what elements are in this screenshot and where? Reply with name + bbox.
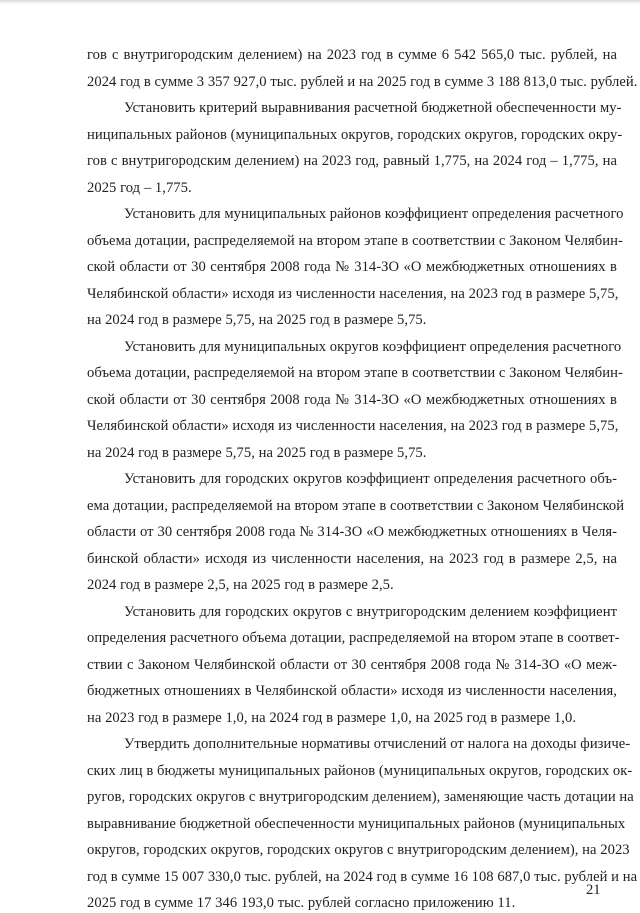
paragraph-line: области от 30 сентября 2008 года № 314-ЗО «О межбюджетных отношениях в Челя- bbox=[87, 524, 617, 540]
paragraph-first-line: Установить для городских округов с внутригородским делением коэффициент bbox=[124, 603, 617, 620]
paragraph-first-line: Установить для городских округов коэффициент определения расчетного объ- bbox=[124, 471, 617, 487]
paragraph-line: гов с внутригородским делением) на 2023 год, равный 1,775, на 2024 год – 1,775, на bbox=[87, 153, 617, 169]
paragraph-line: гов с внутригородским делением) на 2023 год в сумме 6 542 565,0 тыс. рублей, на bbox=[87, 47, 617, 63]
paragraph-first-line: Установить для муниципальных районов коэффициент определения расчетного bbox=[124, 206, 624, 222]
paragraph-line: ской области от 30 сентября 2008 года № 314-ЗО «О межбюджетных отношениях в bbox=[87, 259, 617, 275]
paragraph-line: Челябинской области» исходя из численности населения, на 2023 год в размере 5,75, bbox=[87, 418, 619, 434]
paragraph-line: 2025 год в сумме 17 346 193,0 тыс. рублей согласно приложению 11. bbox=[87, 895, 516, 911]
paragraph-line: 2025 год – 1,775. bbox=[87, 179, 192, 196]
page-number: 21 bbox=[586, 882, 601, 898]
paragraph-line: ема дотации, распределяемой на втором этапе в соответствии с Законом Челябинской bbox=[87, 497, 625, 514]
paragraph-line: Челябинской области» исходя из численности населения, на 2023 год в размере 5,75, bbox=[87, 285, 619, 302]
paragraph-line: округов, городских округов, городских округов с внутригородским делением), на 2023 bbox=[87, 842, 630, 858]
paragraph-line: объема дотации, распределяемой на втором этапе в соответствии с Законом Челябин- bbox=[87, 232, 623, 249]
paragraph-line: на 2024 год в размере 5,75, на 2025 год в размере 5,75. bbox=[87, 444, 427, 461]
paragraph-first-line: Установить для муниципальных округов коэффициент определения расчетного bbox=[124, 338, 622, 355]
paragraph-line: ствии с Законом Челябинской области от 30 сентября 2008 года № 314-ЗО «О меж- bbox=[87, 656, 617, 673]
paragraph-line: определения расчетного объема дотации, распределяемой на втором этапе в соответ- bbox=[87, 630, 620, 646]
paragraph-line: бюджетных отношениях в Челябинской области» исходя из численности населения, bbox=[87, 683, 617, 699]
paragraph-first-line: Утвердить дополнительные нормативы отчислений от налога на доходы физиче- bbox=[124, 736, 631, 752]
paragraph-first-line: Установить критерий выравнивания расчетной бюджетной обеспеченности му- bbox=[124, 100, 622, 116]
paragraph-line: объема дотации, распределяемой на втором этапе в соответствии с Законом Челябин- bbox=[87, 365, 623, 381]
paragraph-line: ской области от 30 сентября 2008 года № 314-ЗО «О межбюджетных отношениях в bbox=[87, 391, 617, 408]
paragraph-line: на 2023 год в размере 1,0, на 2024 год в размере 1,0, на 2025 год в размере 1,0. bbox=[87, 709, 577, 726]
paragraph-line: на 2024 год в размере 5,75, на 2025 год в размере 5,75. bbox=[87, 312, 427, 328]
paragraph-line: ругов, городских округов с внутригородским делением), заменяющие часть дотации на bbox=[87, 789, 634, 805]
paragraph-line: 2024 год в размере 2,5, на 2025 год в размере 2,5. bbox=[87, 577, 394, 593]
paragraph-line: год в сумме 15 007 330,0 тыс. рублей, на 2024 год в сумме 16 108 687,0 тыс. рублей и на bbox=[87, 868, 638, 885]
paragraph-line: 2024 год в сумме 3 357 927,0 тыс. рублей и на 2025 год в сумме 3 188 813,0 тыс. рублей. bbox=[87, 73, 638, 90]
scan-top-edge bbox=[0, 0, 640, 4]
paragraph-line: ниципальных районов (муниципальных округов, городских округов, городских окру- bbox=[87, 126, 623, 143]
paragraph-line: выравнивание бюджетной обеспеченности муниципальных районов (муниципальных bbox=[87, 815, 626, 832]
paragraph-line: бинской области» исходя из численности населения, на 2023 год в размере 2,5, на bbox=[87, 550, 617, 567]
paragraph-line: ских лиц в бюджеты муниципальных районов (муниципальных округов, городских ок- bbox=[87, 762, 633, 779]
